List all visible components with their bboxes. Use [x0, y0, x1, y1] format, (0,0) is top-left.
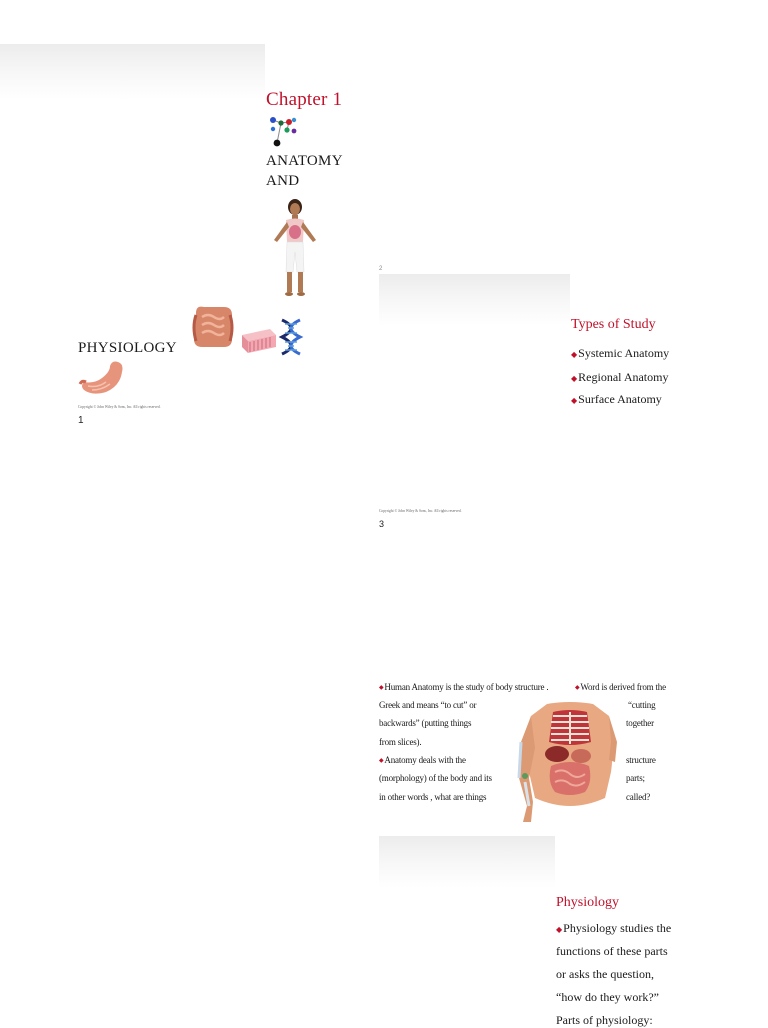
slide4-line-6-left: (morphology) of the body and its — [379, 773, 492, 783]
slide5-text: Physiology studies the — [563, 921, 672, 935]
slide5-line-3: or asks the question, — [556, 967, 654, 981]
slide3-header-band — [379, 274, 570, 326]
torso-anatomy-illustration — [517, 702, 623, 824]
slide4-line-1-left — [379, 682, 548, 692]
bullet-icon: ◆ — [571, 395, 578, 405]
slide5-header-band — [379, 836, 555, 888]
slide3-item-label: Surface Anatomy — [578, 392, 662, 406]
slide3-item-regional — [571, 370, 668, 385]
slide1-copyright: Copyright © John Wiley & Sons, Inc. All rights reserved. — [78, 405, 161, 409]
bullet-icon: ◆ — [556, 924, 563, 934]
slide4-line-5-right: structure — [626, 755, 656, 765]
slide1-header-band — [0, 44, 265, 100]
slide4-line-1-right — [575, 682, 666, 692]
slide3-item-surface — [571, 392, 662, 407]
bullet-icon: ◆ — [571, 349, 578, 359]
slide4-line-4-left: from slices). — [379, 737, 422, 747]
slide1-page-number: 1 — [78, 415, 84, 426]
slide1-chapter-title: Chapter 1 — [266, 89, 343, 110]
slide5-line-2: functions of these parts — [556, 944, 668, 958]
slide4-line-5-left — [379, 755, 466, 765]
slide4-line-2-left: Greek and means “to cut” or — [379, 700, 477, 710]
dna-icon — [278, 318, 304, 356]
slide4-line-6-right: parts; — [626, 773, 645, 783]
slide3-page-number: 3 — [379, 519, 385, 529]
slide3-title: Types of Study — [571, 317, 656, 332]
slide4-line-7-left: in other words , what are things — [379, 792, 487, 802]
slide4-text: Human Anatomy is the study of body structure . — [384, 682, 549, 692]
slide1-heading-line1: ANATOMY — [266, 153, 343, 169]
bullet-icon: ◆ — [379, 758, 384, 765]
intestine-illustration — [190, 303, 236, 351]
slide4-line-3-left: backwards” (putting things — [379, 718, 472, 728]
molecule-icon — [267, 115, 301, 147]
slide3-item-systemic — [571, 346, 669, 361]
slide5-line-5: Parts of physiology: — [556, 1013, 653, 1027]
slide4-line-2-right: “cutting — [628, 700, 656, 710]
slide5-line-1 — [556, 921, 671, 936]
slide5-line-4: “how do they work?” — [556, 990, 659, 1004]
bullet-icon: ◆ — [379, 685, 384, 692]
slide4-line-7-right: called? — [626, 792, 651, 802]
slide3-item-label: Regional Anatomy — [578, 370, 669, 384]
bullet-icon: ◆ — [575, 685, 580, 692]
slide2-page-number: 2 — [379, 266, 383, 272]
bullet-icon: ◆ — [571, 373, 578, 383]
slide3-copyright: Copyright © John Wiley & Sons, Inc. All rights reserved. — [379, 509, 462, 513]
slide5-title: Physiology — [556, 895, 620, 910]
slide4-text: Anatomy deals with the — [384, 755, 466, 765]
girl-illustration — [266, 196, 324, 298]
slide1-heading-line2: AND — [266, 173, 300, 189]
tissue-illustration — [240, 325, 278, 355]
slide3-item-label: Systemic Anatomy — [578, 346, 670, 360]
stomach-illustration — [78, 360, 128, 396]
slide4-line-3-right: together — [626, 718, 654, 728]
slide1-heading-line3: PHYSIOLOGY — [78, 340, 177, 356]
slide4-text: Word is derived from the — [580, 682, 666, 692]
